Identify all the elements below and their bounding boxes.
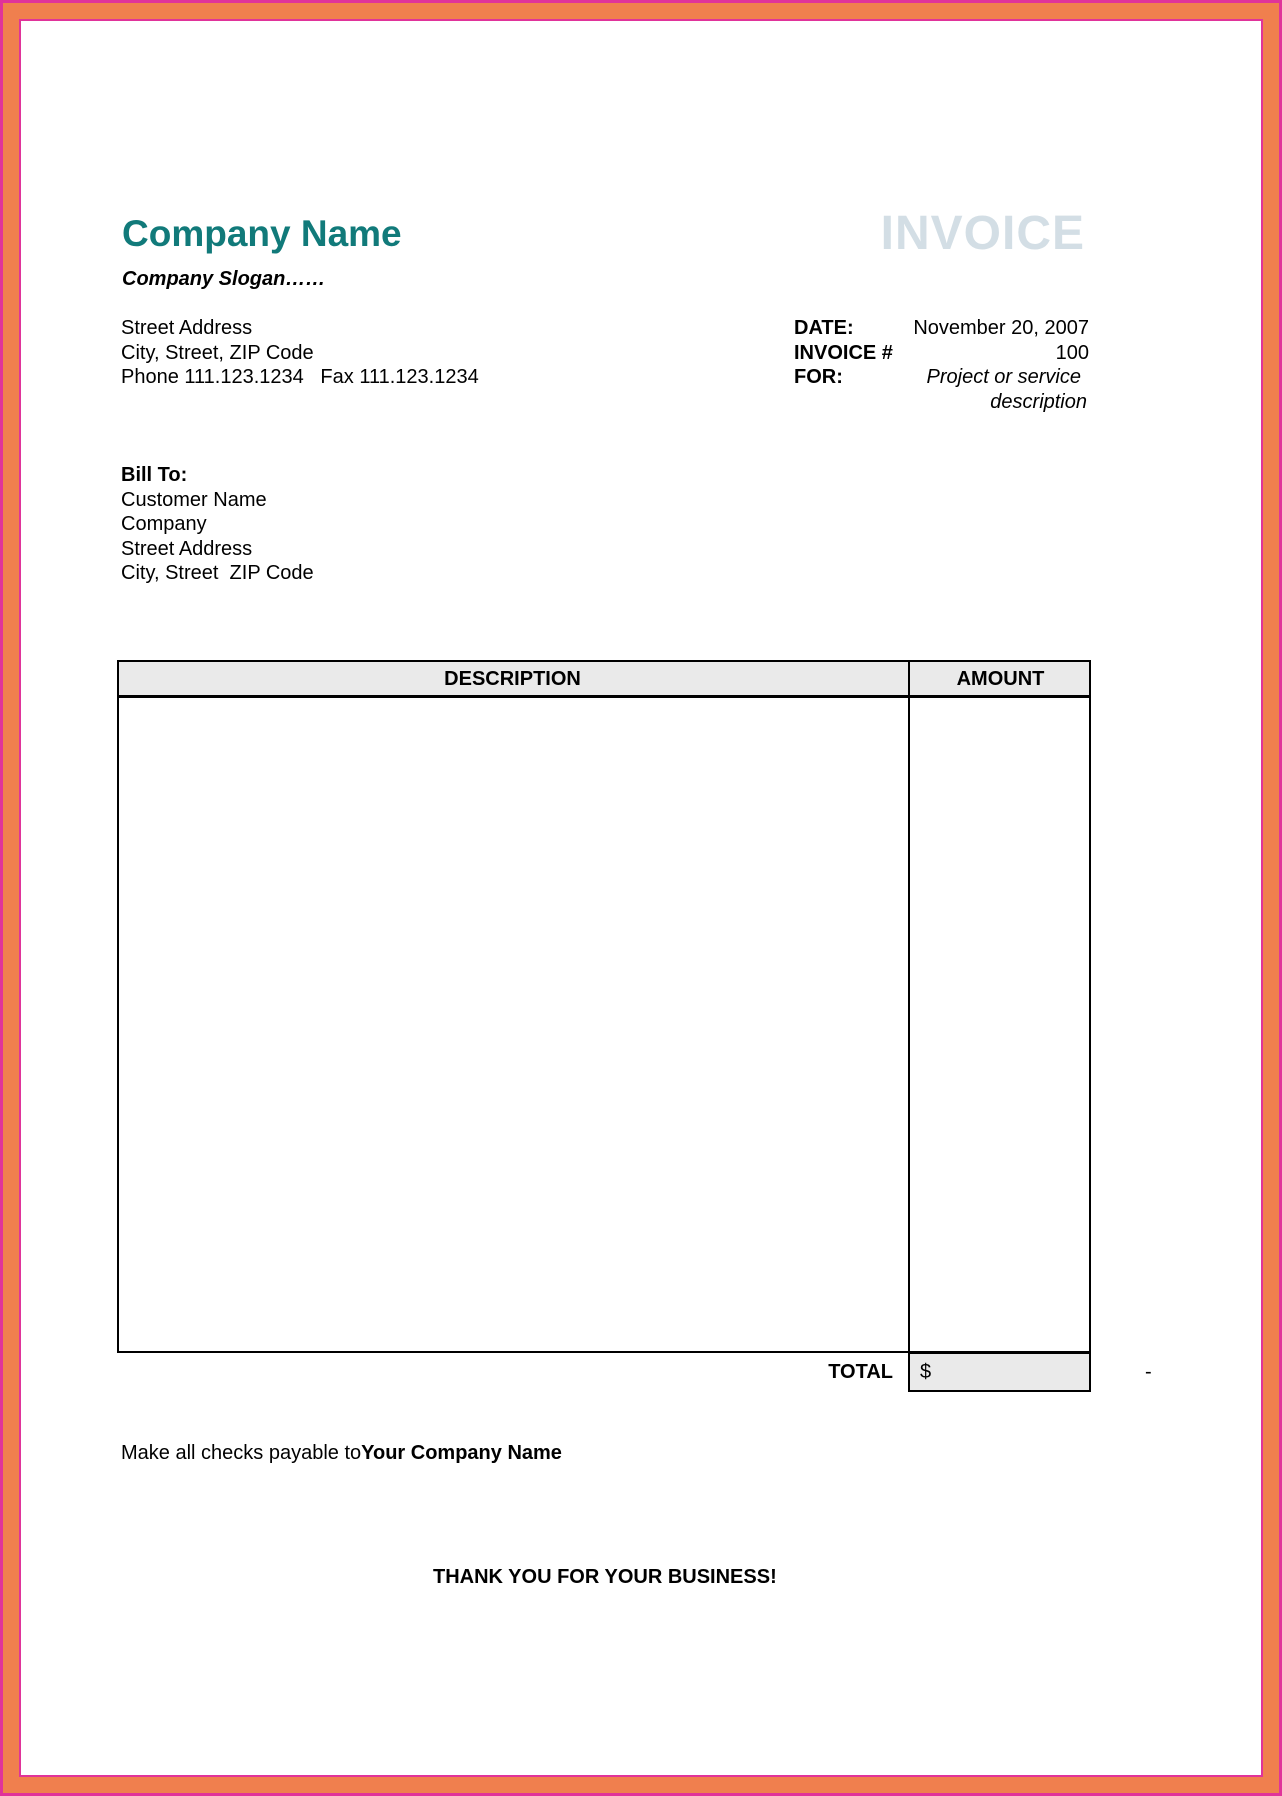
- invoice-title: INVOICE: [880, 207, 1085, 260]
- checks-payable-note: [121, 1442, 562, 1465]
- for-label: FOR:: [794, 366, 843, 388]
- description-column-header: DESCRIPTION: [444, 668, 581, 690]
- total-currency: $: [920, 1361, 932, 1383]
- invoice-number-label: INVOICE #: [794, 342, 893, 364]
- bill-to-customer: Customer Name: [121, 489, 267, 511]
- bill-to-company: Company: [121, 513, 207, 535]
- invoice-number-value: 100: [1055, 342, 1089, 364]
- column-divider: [908, 660, 910, 1353]
- date-value: November 20, 2007: [913, 317, 1089, 339]
- for-value-line1: Project or service: [926, 366, 1081, 388]
- company-slogan: Company Slogan……: [122, 268, 326, 290]
- bill-to-city: City, Street ZIP Code: [121, 562, 314, 584]
- total-value: -: [1145, 1361, 1152, 1383]
- total-label: TOTAL: [828, 1361, 893, 1383]
- sender-street: Street Address: [121, 317, 253, 339]
- items-table: [117, 660, 1152, 1393]
- bill-to-label: Bill To:: [121, 464, 188, 486]
- company-name: Company Name: [122, 213, 402, 254]
- amount-column-header: AMOUNT: [956, 668, 1045, 690]
- bill-to-street: Street Address: [121, 538, 253, 560]
- checks-company: Your Company Name: [361, 1442, 562, 1464]
- sender-city: City, Street, ZIP Code: [121, 342, 314, 364]
- thank-you-note: THANK YOU FOR YOUR BUSINESS!: [433, 1566, 777, 1588]
- checks-prefix: Make all checks payable to: [121, 1442, 362, 1464]
- for-value-line2: description: [990, 391, 1087, 413]
- sender-phone-fax: Phone 111.123.1234 Fax 111.123.1234: [121, 366, 479, 388]
- total-cell: [908, 1352, 1091, 1392]
- date-label: DATE:: [794, 317, 854, 339]
- invoice-page: [21, 21, 1261, 1775]
- table-body: [117, 696, 1091, 1353]
